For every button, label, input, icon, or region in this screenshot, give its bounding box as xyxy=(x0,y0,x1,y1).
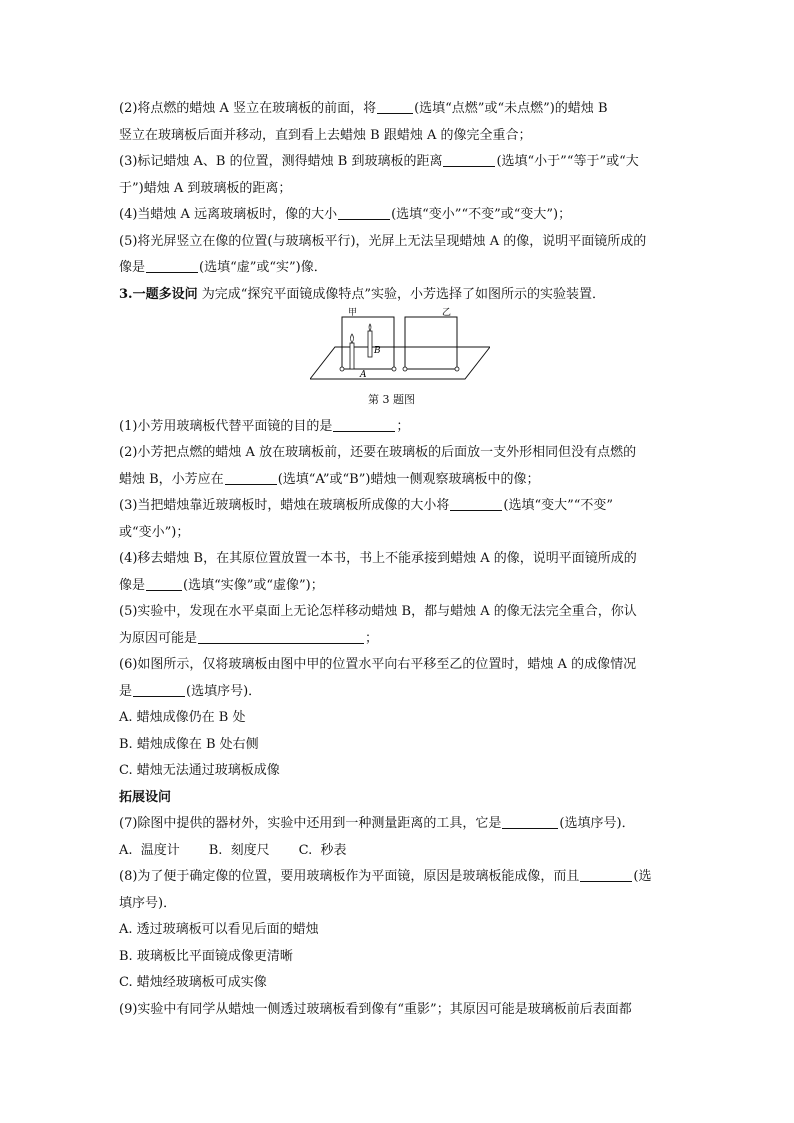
s9-line: (9)实验中有同学从蜡烛一侧透过玻璃板看到像有“重影”；其原因可能是玻璃板前后表面都 xyxy=(119,1002,632,1017)
answer-blank[interactable] xyxy=(333,418,395,432)
answer-blank[interactable] xyxy=(443,153,495,167)
s6-option-b[interactable]: B. 蜡烛成像在 B 处右侧 xyxy=(119,737,259,752)
answer-blank[interactable] xyxy=(225,471,277,485)
s3-line-2: 或“变小”)； xyxy=(119,525,190,540)
s2-line-2: 蜡烛 B，小芳应在 (选填“A”或“B”)蜡烛一侧观察玻璃板中的像； xyxy=(119,472,540,487)
s4-line-2: 像是 (选填“实像”或“虚像”)； xyxy=(119,578,324,593)
s6-option-a[interactable]: A. 蜡烛成像仍在 B 处 xyxy=(119,710,246,725)
q2-line-1: (2)将点燃的蜡烛 A 竖立在玻璃板的前面，将 (选填“点燃”或“未点燃”)的蜡烛 B xyxy=(119,101,608,116)
answer-blank[interactable] xyxy=(146,259,198,273)
flame-icon xyxy=(369,324,371,331)
problem-3-heading: 3.一题多设问 为完成“探究平面镜成像特点”实验，小芳选择了如图所示的实验装置． xyxy=(119,287,606,302)
s6-line-2: 是 (选填序号)． xyxy=(119,684,262,699)
s4-line-1: (4)移去蜡烛 B，在其原位置放置一本书，书上不能承接到蜡烛 A 的像，说明平面镜所成的 xyxy=(119,551,637,566)
s5-line-1: (5)实验中，发现在水平桌面上无论怎样移动蜡烛 B，都与蜡烛 A 的像无法完全重合，你认 xyxy=(119,604,637,619)
s7-line: (7)除图中提供的器材外，实验中还用到一种测量距离的工具，它是 (选填序号)． xyxy=(119,816,635,831)
label-yi: 乙 xyxy=(442,308,452,318)
label-jia: 甲 xyxy=(348,308,358,318)
s1-line: (1)小芳用玻璃板代替平面镜的目的是 ； xyxy=(119,419,410,434)
q5-line-2: 像是 (选填“虚”或“实”)像． xyxy=(119,260,327,275)
answer-blank[interactable] xyxy=(377,100,413,114)
s7-options[interactable]: A. 温度计 B. 刻度尺 C. 秒表 xyxy=(119,843,347,858)
candle-b xyxy=(368,331,372,357)
s2-line-1: (2)小芳把点燃的蜡烛 A 放在玻璃板前，还要在玻璃板的后面放一支外形相同但没有点燃的 xyxy=(119,445,637,460)
s6-line-1: (6)如图所示，仅将玻璃板由图中甲的位置水平向右平移至乙的位置时，蜡烛 A 的成像情况 xyxy=(119,657,637,672)
experiment-diagram xyxy=(310,307,490,387)
s8-line-2: 填序号)． xyxy=(119,896,177,911)
extension-heading: 拓展设问 xyxy=(119,790,172,805)
s6-option-c[interactable]: C. 蜡烛无法通过玻璃板成像 xyxy=(119,763,280,778)
answer-blank[interactable] xyxy=(338,206,390,220)
s8-option-c[interactable]: C. 蜡烛经玻璃板可成实像 xyxy=(119,975,267,990)
answer-blank[interactable] xyxy=(133,683,185,697)
label-b: B xyxy=(374,346,381,356)
q3-line-2: 于”)蜡烛 A 到玻璃板的距离； xyxy=(119,181,292,196)
s5-line-2: 为原因可能是 ； xyxy=(119,631,379,646)
label-a: A xyxy=(360,370,367,380)
answer-blank[interactable] xyxy=(198,630,364,644)
plate-foot xyxy=(403,367,407,371)
table-surface xyxy=(310,347,490,379)
candle-a xyxy=(350,343,354,369)
figure-caption: 第 3 题图 xyxy=(368,393,415,406)
q3-line-1: (3)标记蜡烛 A、B 的位置，测得蜡烛 B 到玻璃板的距离 (选填“小于”“等于”或“大 xyxy=(119,154,639,169)
answer-blank[interactable] xyxy=(450,497,502,511)
plate-foot xyxy=(392,367,396,371)
q4-line: (4)当蜡烛 A 远离玻璃板时，像的大小 (选填“变小”“不变”或“变大”)； xyxy=(119,207,572,222)
plate-foot xyxy=(340,367,344,371)
q5-line-1: (5)将光屏竖立在像的位置(与玻璃板平行)，光屏上无法呈现蜡烛 A 的像，说明平面镜所成的 xyxy=(119,234,647,249)
glass-plate-yi xyxy=(405,317,457,369)
s3-line-1: (3)当把蜡烛靠近玻璃板时，蜡烛在玻璃板所成像的大小将 (选填“变大”“不变” xyxy=(119,498,614,513)
answer-blank[interactable] xyxy=(502,815,558,829)
answer-blank[interactable] xyxy=(146,577,182,591)
flame-icon xyxy=(351,334,354,343)
plate-foot xyxy=(455,367,459,371)
q2-line-2: 竖立在玻璃板后面并移动，直到看上去蜡烛 B 跟蜡烛 A 的像完全重合； xyxy=(119,128,532,143)
s8-option-a[interactable]: A. 透过玻璃板可以看见后面的蜡烛 xyxy=(119,922,319,937)
s8-line-1: (8)为了便于确定像的位置，要用玻璃板作为平面镜，原因是玻璃板能成像，而且 (选 xyxy=(119,869,652,884)
s8-option-b[interactable]: B. 玻璃板比平面镜成像更清晰 xyxy=(119,949,293,964)
answer-blank[interactable] xyxy=(580,868,632,882)
